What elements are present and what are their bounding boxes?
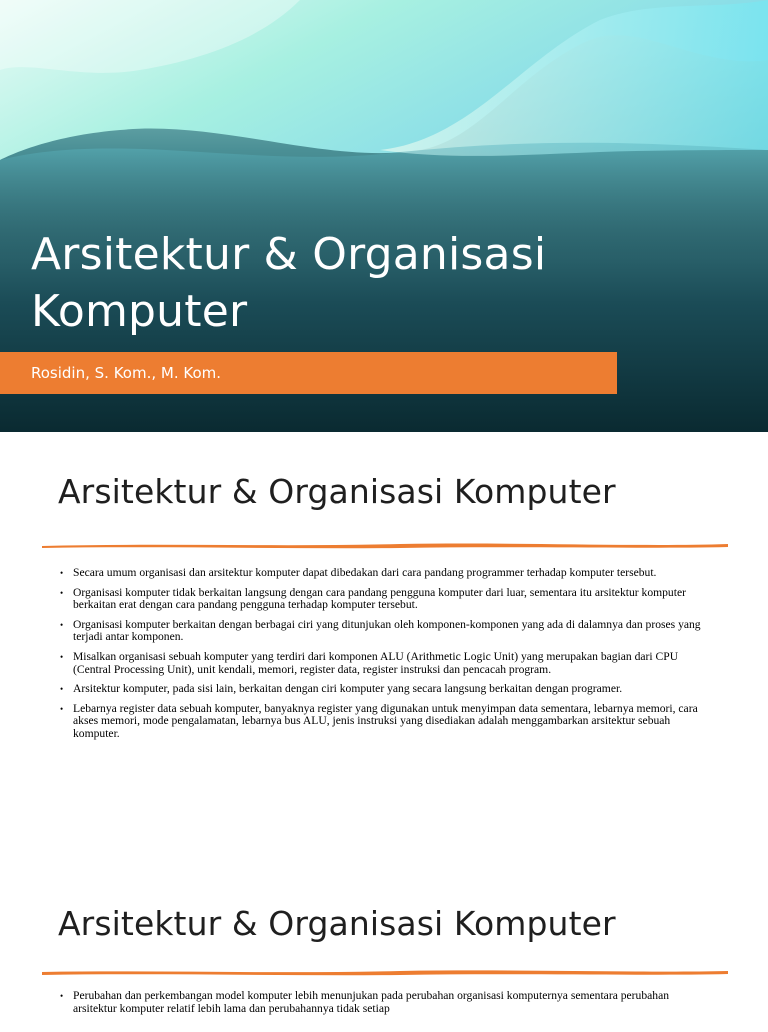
list-item: • Organisasi komputer tidak berkaitan langsung dengan cara pandang pengguna komputer dari luar, sementara itu arsitektur komputer berkaitan erat dengan cara pandang pengguna terhadap komputer tersebut. bbox=[60, 585, 686, 612]
bullet-dot-icon: • bbox=[60, 703, 64, 714]
bullet-dot-icon: • bbox=[60, 991, 64, 1001]
bullet-list bbox=[58, 990, 712, 1022]
bullet-dot-icon: • bbox=[60, 684, 64, 695]
content-slide-2 bbox=[0, 872, 768, 1032]
bullet-dot-icon: • bbox=[60, 619, 64, 630]
content-slide-1 bbox=[0, 440, 768, 872]
bullet-dot-icon: • bbox=[60, 651, 64, 662]
title-slide bbox=[0, 0, 768, 432]
bullet-dot-icon: • bbox=[60, 587, 64, 598]
title-line-1: Arsitektur & Organisasi bbox=[31, 229, 547, 280]
presentation-title bbox=[31, 226, 731, 340]
list-item: • Organisasi komputer berkaitan dengan berbagai ciri yang ditunjukan oleh komponen-komponen yang ada di dalamnya dan proses yang terjadi antar komponen. bbox=[60, 617, 701, 644]
list-item: • Lebarnya register data sebuah komputer, banyaknya register yang digunakan untuk menyimpan data sementara, lebarnya memori, cara akses memori, mode pengalamatan, lebarnya bus ALU, jenis instruksi yang disediakan adalah menggambarkan arsitektur sebuah komputer. bbox=[60, 701, 698, 740]
slide-gap bbox=[0, 432, 768, 440]
orange-brush-underline bbox=[40, 540, 730, 550]
presenter-name: Rosidin, S. Kom., M. Kom. bbox=[31, 364, 222, 382]
list-item: • Perubahan dan perkembangan model komputer lebih menunjukan pada perubahan organisasi komputernya sementara perubahan arsitektur komputer relatif lebih lama dan perubahannya tidak setiap bbox=[60, 989, 670, 1015]
orange-brush-underline bbox=[40, 967, 730, 977]
title-line-2: Komputer bbox=[31, 286, 248, 337]
slide-heading: Arsitektur & Organisasi Komputer bbox=[58, 472, 616, 511]
bullet-dot-icon: • bbox=[60, 568, 64, 578]
list-item: • Secara umum organisasi dan arsitektur komputer dapat dibedakan dari cara pandang programmer terhadap komputer tersebut. bbox=[60, 566, 657, 579]
slide-heading: Arsitektur & Organisasi Komputer bbox=[58, 904, 616, 943]
bullet-list bbox=[58, 567, 712, 748]
list-item: • Arsitektur komputer, pada sisi lain, berkaitan dengan ciri komputer yang secara langsung berkaitan dengan programer. bbox=[60, 682, 623, 696]
list-item: • Misalkan organisasi sebuah komputer yang terdiri dari komponen ALU (Arithmetic Logic Unit) yang merupakan bagian dari CPU (Central Processing Unit), unit kendali, memori, register data, register instruksi dan pencacah program. bbox=[60, 649, 679, 676]
